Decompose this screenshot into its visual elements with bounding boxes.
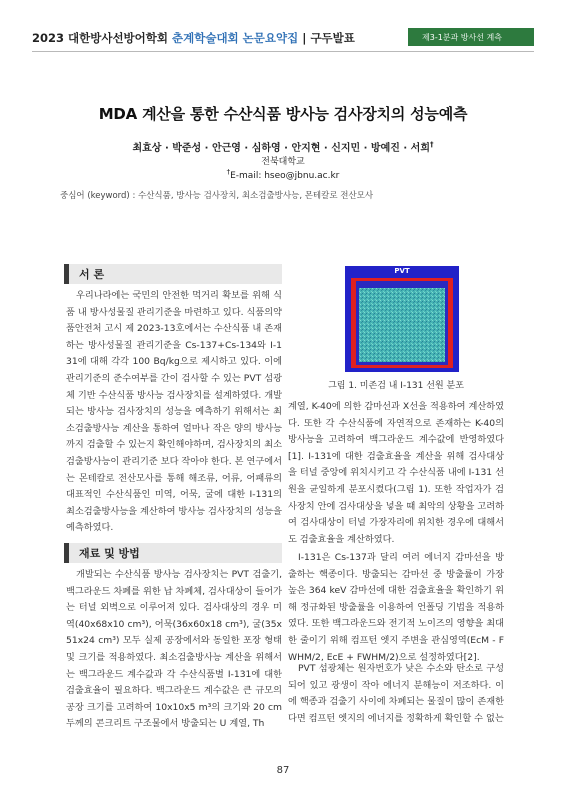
corresponding-mark: † bbox=[430, 140, 434, 149]
figure-source-distribution bbox=[345, 266, 459, 372]
methods-paragraph-continued: 계열, K-40에 의한 감마선과 X선을 적용하여 계산하였다. 또한 각 수산식품에 자연적으로 존재하는 K-40의 방사능을 고려하여 백그라운드 계수값에 반영하였다[1]. I-131에 대한 검출효율을 계산을 위해 검사대상을 터널 중앙에 위치시키고 각 수산식품 내에 I-131 선원을 균일하게 분포시켰다(그림 1). 또한 작업자가 검사장치 안에 검사대상을 넣을 때 최악의 상황을 고려하여 검사대상이 터널 가장자리에 위치한 경우에 대해서도 검출효율을 계산하였다. bbox=[288, 401, 504, 545]
conference-title bbox=[32, 30, 355, 46]
author-list bbox=[0, 139, 566, 154]
methods-paragraph-i131: I-131은 Cs-137과 달리 여러 에너지 감마선을 방출하는 핵종이다. 방출되는 감마선 중 방출률이 가장 높은 364 keV 감마선에 대한 검출효율을 확인하기 위해 정규화된 방출률을 이용하여 언폴딩 기법을 적용하였다. 또한 백그라운드와 전기적 노이즈의 영향을 최대한 줄이기 위해 컴프턴 엣지 주변을 관심영역(EcM - FWHM/2, EcE + FWHM/2)으로 설정하였다[2]. bbox=[288, 552, 504, 663]
keywords: 중심어 (keyword) : 수산식품, 방사능 검사장치, 최소검출방사능, 몬테칼로 전산모사 bbox=[60, 191, 374, 201]
email-text: E-mail: hseo@jbnu.ac.kr bbox=[230, 171, 340, 181]
page-header bbox=[32, 28, 534, 50]
section-heading-introduction: 서 론 bbox=[64, 264, 282, 284]
methods-paragraph-pvt: PVT 섬광체는 원자번호가 낮은 수소와 탄소로 구성되어 있고 광생이 작아 에너지 분해능이 저조하다. 이에 핵종과 검출기 사이에 차폐되는 물질이 많이 존재한다면 컴프턴 엣지의 에너지를 정확하게 확인할 수 없는 bbox=[288, 663, 504, 724]
affiliation: 전북대학교 bbox=[261, 157, 305, 167]
session-tag: 제3-1분과 방사선 계측 bbox=[408, 28, 534, 46]
header-divider bbox=[32, 51, 534, 52]
conference-name: 2023 대한방사선방어학회 bbox=[32, 31, 168, 45]
contact-email bbox=[0, 168, 566, 181]
figure-caption: 그림 1. 미존검 내 I-131 선원 분포 bbox=[328, 381, 464, 391]
email-mark: † bbox=[226, 168, 231, 176]
proceedings-name: 춘계학술대회 논문요약집 bbox=[172, 31, 299, 45]
page-number: 87 bbox=[276, 765, 290, 776]
author-names: 최효상 · 박준성 · 안근영 · 심하영 · 안지현 · 신지민 · 방예진 · 서희 bbox=[132, 143, 430, 154]
detector-simulation-image bbox=[345, 266, 459, 372]
methods-paragraph: 개발되는 수산식품 방사능 검사장치는 PVT 검출기, 백그라운드 차폐를 위한 납 차폐체, 검사대상이 들어가는 터널 외벽으로 이루어져 있다. 검사대상의 경우 미역(40x68x10 cm³), 어묵(36x60x18 cm³), 굴(35x51x24 cm³) 모두 실제 공장에서와 동일한 포장 형태 및 크기를 적용하였다. 최소검출방사능 계산을 위해서는 백그라운드 계수값과 각 수산식품별 I-131에 대한 검출효율이 필요하다. 백그라운드 계수값은 큰 규모의 공장 크기를 고려하여 10x10x5 m³의 크기와 20 cm 두께의 콘크리트 구조물에서 방출되는 U 계열, Th bbox=[66, 569, 282, 730]
pvt-label: PVT bbox=[394, 267, 410, 275]
i131-source-region bbox=[359, 288, 445, 362]
presentation-type: | 구두발표 bbox=[302, 31, 355, 45]
section-heading-methods: 재료 및 방법 bbox=[64, 543, 282, 563]
introduction-paragraph: 우리나라에는 국민의 안전한 먹거리 확보를 위해 식품 내 방사성물질 관리기준을 마련하고 있다. 식품의약품안전처 고시 제 2023-13호에서는 수산식품 내 존재하는 방사성물질 관리기준을 Cs-137+Cs-134와 I-131에 대해 각각 100 Bq/kg으로 제시하고 있다. 이에 관리기준의 준수여부를 간이 검사할 수 있는 PVT 섬광체 기반 수산식품 방사능 검사장치를 설계하였다. 개발되는 방사능 검사장치의 성능을 예측하기 위해서는 최소검출방사능 계산을 통하여 얼마나 작은 양의 방사능까지 검출할 수 있는지 확인해야하며, 검사장치의 최소검출방사능이 관리기준 보다 작아야 한다. 본 연구에서는 몬테칼로 전산모사를 통해 해조류, 어류, 어패류의 대표적인 수산식품인 미역, 어묵, 굴에 대한 I-131의 최소검출방사능을 계산하여 방사능 검사장치의 성능을 예측하였다. bbox=[66, 290, 282, 534]
paper-title: MDA 계산을 통한 수산식품 방사능 검사장치의 성능예측 bbox=[98, 105, 468, 123]
